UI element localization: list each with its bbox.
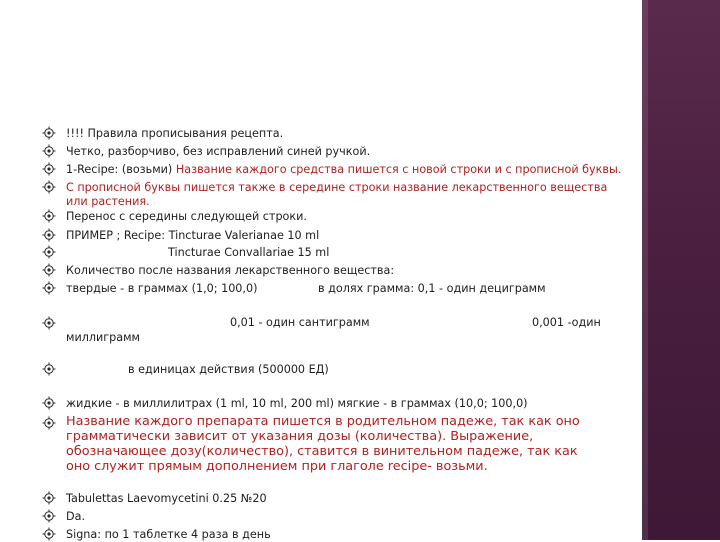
wind-rose-bullet-icon <box>42 362 56 376</box>
milligram-value: 0,001 -один <box>532 316 601 329</box>
wind-rose-bullet-icon <box>42 209 56 223</box>
line-quantity: Количество после названия лекарственного вещества: <box>66 264 395 277</box>
line-signa: Signa: по 1 таблетке 4 раза в день <box>66 528 271 541</box>
wind-rose-bullet-icon <box>42 180 56 194</box>
line-rules-heading: !!!! Правила прописывания рецепта. <box>66 127 284 140</box>
wind-rose-bullet-icon <box>42 316 56 330</box>
line-line-break: Перенос с середины следующей строки. <box>66 210 307 223</box>
solids-grams: твердые - в граммах (1,0; 100,0) <box>66 282 258 295</box>
wind-rose-bullet-icon <box>42 144 56 158</box>
line-centigram <box>66 316 632 348</box>
solids-decigram: в долях грамма: 0,1 - один дециграмм <box>318 282 546 295</box>
line-action-units: в единицах действия (500000 ЕД) <box>128 363 329 376</box>
wind-rose-bullet-icon <box>42 281 56 295</box>
wind-rose-bullet-icon <box>42 416 56 430</box>
wind-rose-bullet-icon <box>42 228 56 242</box>
recipe-rule-text: Название каждого средства пишется с новой строки и с прописной буквы. <box>175 163 622 176</box>
line-clarity: Четко, разборчиво, без исправлений синей ручкой. <box>66 145 371 158</box>
recipe-prefix: 1-Recipe: (возьми) <box>66 163 176 176</box>
wind-rose-bullet-icon <box>42 396 56 410</box>
milligram-word: миллиграмм <box>66 331 140 344</box>
decorative-side-bar <box>642 0 720 540</box>
wind-rose-bullet-icon <box>42 491 56 505</box>
line-example: ПРИМЕР ; Recipe: Tincturae Valerianae 10 ml <box>66 229 320 242</box>
wind-rose-bullet-icon <box>42 245 56 259</box>
line-tabulettas: Tabulettas Laevomycetini 0.25 №20 <box>66 492 267 505</box>
line-recipe-rule <box>66 163 632 177</box>
wind-rose-bullet-icon <box>42 263 56 277</box>
wind-rose-bullet-icon <box>42 509 56 523</box>
line-da: Da. <box>66 510 86 523</box>
line-capital-letter-rule: С прописной буквы пишется также в середине строки название лекарственного вещества или растения. <box>66 181 608 208</box>
wind-rose-bullet-icon <box>42 527 56 541</box>
wind-rose-bullet-icon <box>42 126 56 140</box>
line-example-2: Tincturae Convallariae 15 ml <box>168 246 330 259</box>
line-genitive-case-rule: Название каждого препарата пишется в родительном падеже, так как оно грамматически зависит от указания дозы (количества). Выражение, обозначающее дозу(количество), ставится в винительном падеже, так как оно служит прямым дополнением при глаголе recipe- возьми. <box>66 414 580 474</box>
wind-rose-bullet-icon <box>42 162 56 176</box>
line-liquids: жидкие - в миллилитрах (1 ml, 10 ml, 200 ml) мягкие - в граммах (10,0; 100,0) <box>66 397 528 410</box>
centigram-text: 0,01 - один сантиграмм <box>230 316 370 329</box>
